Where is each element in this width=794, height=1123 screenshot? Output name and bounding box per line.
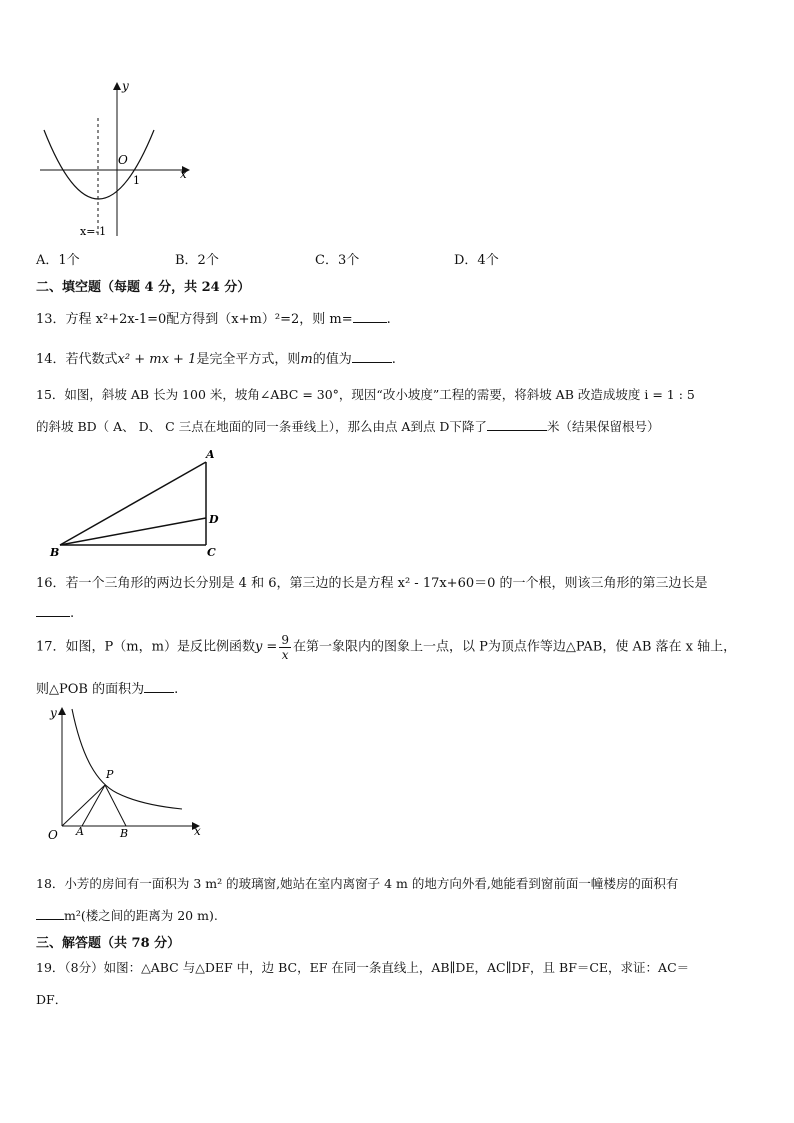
q13-blank	[353, 310, 387, 323]
question-19-line2: DF．	[36, 992, 68, 1007]
q17-pre: 17．如图，P（m，m）是反比例函数	[36, 639, 255, 655]
segment-bd	[60, 518, 206, 545]
question-17-line1	[36, 633, 736, 662]
option-b: B．2个	[175, 253, 219, 268]
segment-pa	[82, 785, 105, 826]
hyperbola-curve	[72, 709, 182, 809]
q17-denominator: x	[281, 648, 289, 662]
hyperbola-figure	[42, 703, 212, 843]
option-c: C．3个	[315, 253, 360, 268]
q15-line2b: 米（结果保留根号）	[546, 419, 660, 434]
q15-line2a: 的斜坡 BD（ A、 D、 C 三点在地面的同一条垂线上），那么由点 A到点 D下降了	[36, 419, 487, 434]
q18-blank	[36, 907, 64, 920]
question-15-line2	[36, 417, 659, 435]
q13-end: .	[386, 312, 391, 327]
question-19-line1: 19．（8分）如图：△ABC 与△DEF 中，边 BC，EF 在同一条直线上，AB∥DE，AC∥DF，且 BF＝CE，求证：AC＝	[36, 960, 690, 975]
question-14	[36, 348, 396, 367]
question-18-line2	[36, 906, 218, 924]
q14-end: .	[391, 352, 396, 367]
y-label: y	[122, 79, 129, 93]
section-3-heading: 三、解答题（共 78 分）	[36, 936, 181, 951]
q16-end: .	[70, 606, 75, 621]
q14-blank	[352, 350, 392, 363]
q17-line2: 则△POB 的面积为	[36, 682, 145, 697]
y-axis-arrow	[58, 707, 66, 715]
y-label: y	[50, 706, 57, 720]
q14-m: m	[300, 352, 313, 367]
slope-figure	[46, 448, 236, 563]
question-18-line1: 18．小芳的房间有一面积为 3 m² 的玻璃窗,她站在室内离窗子 4 m 的地方向外看,她能看到窗前面一幢楼房的面积有	[36, 876, 679, 891]
question-16-line1: 16．若一个三角形的两边长分别是 4 和 6，第三边的长是方程 x² - 17x+60＝0 的一个根，则该三角形的第三边长是	[36, 576, 708, 591]
option-a: A．1个	[36, 253, 80, 268]
q17-end: .	[174, 682, 179, 697]
question-16-line2	[36, 604, 74, 621]
label-a: A	[76, 825, 84, 838]
one-label: 1	[133, 174, 140, 187]
q17-numerator: 9	[281, 633, 289, 647]
label-b: B	[120, 827, 129, 840]
origin-label: O	[48, 828, 58, 842]
parabola-figure	[36, 78, 196, 243]
question-17-line2	[36, 678, 178, 697]
question-13	[36, 308, 391, 327]
label-p: P	[106, 768, 114, 781]
label-a: A	[206, 448, 215, 461]
label-b: B	[50, 546, 60, 559]
origin-label: O	[118, 153, 128, 167]
q17-y: y =	[254, 639, 278, 655]
q17-fraction	[279, 633, 291, 662]
q14-pre: 14．若代数式	[36, 352, 118, 367]
q14-post: 的值为	[312, 352, 352, 367]
q14-expression: x² + mx + 1	[117, 352, 197, 367]
q14-mid: 是完全平方式，则	[196, 352, 301, 367]
x-label: x	[180, 167, 187, 181]
parabola-curve	[44, 130, 154, 199]
segment-op	[62, 785, 105, 826]
q17-blank	[144, 680, 174, 693]
q15-blank	[487, 418, 547, 431]
q17-post: 在第一象限内的图象上一点，以 P为顶点作等边△PAB，使 AB 落在 x 轴上，	[292, 639, 737, 655]
segment-ba	[60, 462, 206, 545]
q13-text: 13．方程 x²+2x-1=0配方得到（x+m）²=2，则 m=	[36, 312, 353, 327]
axis-label: x=-1	[80, 225, 107, 238]
q12-options	[36, 249, 776, 267]
option-d: D．4个	[454, 253, 499, 268]
label-d: D	[209, 513, 219, 526]
q16-blank	[36, 604, 70, 617]
q18-line2: m²(楼之间的距离为 20 m).	[64, 908, 218, 923]
segment-pb	[105, 785, 126, 826]
x-label: x	[194, 824, 201, 838]
label-c: C	[207, 546, 216, 559]
section-2-heading: 二、填空题（每题 4 分，共 24 分）	[36, 280, 251, 295]
y-axis-arrow	[113, 82, 121, 90]
question-15-line1: 15．如图，斜坡 AB 长为 100 米，坡角∠ABC = 30°，现因“改小坡度”工程的需要，将斜坡 AB 改造成坡度 i = 1 : 5	[36, 387, 695, 402]
